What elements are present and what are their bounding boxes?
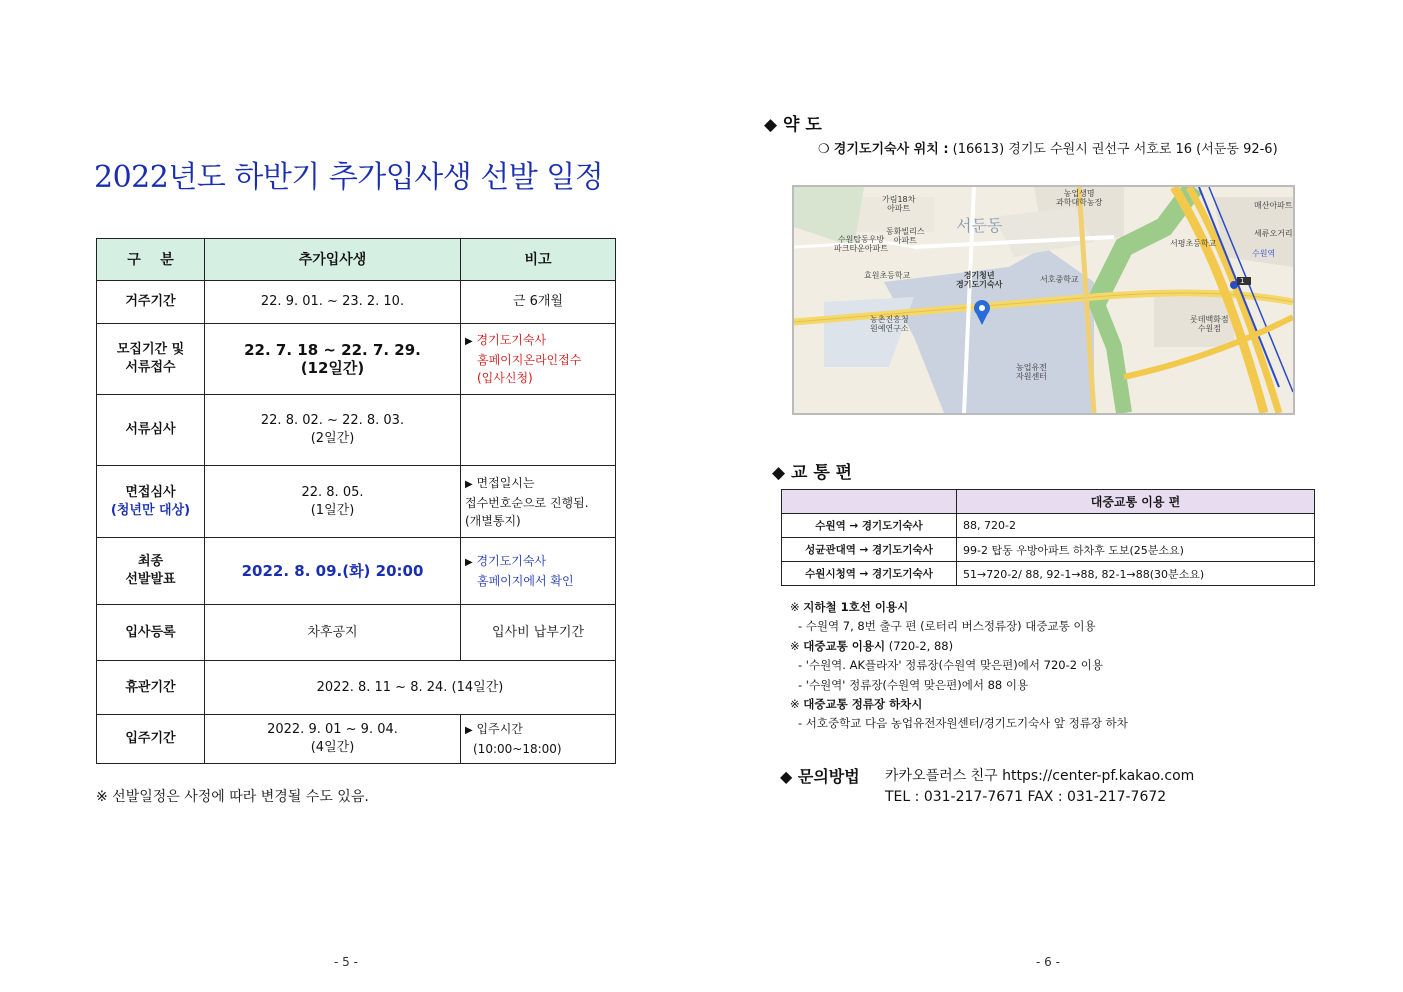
page-title: 2022년도 하반기 추가입사생 선발 일정	[94, 160, 604, 195]
map-label: 서둔동	[956, 216, 1003, 235]
row-value: 22. 8. 02. ~ 22. 8. 03. (2일간)	[205, 395, 461, 466]
map-label: 수원탑동우방 파크타운아파트	[834, 235, 889, 253]
location-line: ❍ 경기도기숙사 위치 : (16613) 경기도 수원시 권선구 서호로 16 (서둔동 92-6)	[818, 142, 1278, 157]
reference-mark-icon: ※	[790, 600, 800, 614]
circle-bullet-icon: ❍	[818, 142, 830, 157]
note-line: ※ 지하철 1호선 이용시	[790, 600, 909, 614]
schedule-table	[96, 238, 616, 764]
transport-section-title: ◆ 교 통 편	[772, 463, 853, 483]
map-section-title: ◆ 약 도	[764, 115, 822, 135]
note-line: - '수원역. AK플라자' 정류장(수원역 맞은편)에서 720-2 이용	[798, 658, 1103, 673]
reference-mark-icon: ※	[790, 638, 800, 653]
route-from: 수원시청역 → 경기도기숙사	[782, 562, 957, 586]
diamond-icon: ◆	[780, 767, 793, 786]
row-note: ▶ 경기도기숙사 홈페이지온라인접수 (입사신청)	[461, 324, 616, 395]
note-line: - '수원역' 정류장(수원역 맞은편)에서 88 이용	[798, 677, 1029, 692]
triangle-icon: ▶	[465, 725, 473, 736]
row-value: 2022. 8. 11 ~ 8. 24. (14일간)	[205, 661, 616, 715]
table-row	[97, 324, 616, 395]
table-row	[782, 538, 1315, 562]
reference-mark-icon: ※	[790, 697, 800, 712]
table-row	[782, 514, 1315, 538]
route-from: 수원역 → 경기도기숙사	[782, 514, 957, 538]
row-label: 입사등록	[97, 605, 205, 661]
map-label: 1	[1240, 277, 1245, 285]
map-label: 세류오거리	[1254, 229, 1293, 238]
note-line: ※ 대중교통 정류장 하차시	[790, 697, 923, 712]
contact-title: ◆ 문의방법	[780, 767, 860, 786]
row-note: ▶ 입주시간 (10:00~18:00)	[461, 715, 616, 764]
page-number-left: - 5 -	[334, 955, 358, 969]
route-detail: 88, 720-2	[957, 514, 1315, 538]
diamond-icon: ◆	[764, 115, 778, 135]
row-label: 모집기간 및 서류접수	[97, 324, 205, 395]
map-label: 경기청년 경기도기숙사	[956, 271, 1003, 289]
table-row	[782, 562, 1315, 586]
transport-header: 대중교통 이용 편	[957, 490, 1315, 514]
row-note: ▶ 경기도기숙사 홈페이지에서 확인	[461, 538, 616, 605]
row-label: 거주기간	[97, 281, 205, 324]
contact-kakao: 카카오플러스 친구 https://center-pf.kakao.com	[885, 768, 1195, 784]
map-label: 서평초등학교	[1170, 239, 1217, 248]
triangle-icon: ▶	[465, 557, 473, 568]
transport-header-row	[782, 490, 1315, 514]
transport-table	[781, 489, 1315, 586]
note-line: ※ 대중교통 이용시 (720-2, 88)	[790, 638, 954, 653]
map-label: 농업생명 과학대학농장	[1056, 189, 1103, 207]
page-number-right: - 6 -	[1036, 955, 1060, 969]
table-row	[97, 715, 616, 764]
row-value: 2022. 9. 01 ~ 9. 04. (4일간)	[205, 715, 461, 764]
table-row	[97, 395, 616, 466]
row-note: ▶ 면접일시는 접수번호순으로 진행됨. (개별통지)	[461, 466, 616, 538]
header-category: 구 분	[97, 239, 205, 281]
map-label: 롯데백화점 수원점	[1190, 315, 1229, 333]
route-from: 성균관대역 → 경기도기숙사	[782, 538, 957, 562]
row-value: 22. 9. 01. ~ 23. 2. 10.	[205, 281, 461, 324]
map-label: 농업유전 자원센터	[1016, 363, 1047, 381]
triangle-icon: ▶	[465, 336, 473, 347]
map-label: 동화빌리스 아파트	[886, 227, 925, 245]
map-label: 효원초등학교	[864, 271, 911, 280]
route-detail: 99-2 탑동 우방아파트 하차후 도보(25분소요)	[957, 538, 1315, 562]
map-label: 서호중학교	[1040, 275, 1079, 284]
row-value: 차후공지	[205, 605, 461, 661]
row-label: 입주기간	[97, 715, 205, 764]
map-label: 수원역	[1252, 249, 1276, 258]
table-row	[97, 538, 616, 605]
contact-phone: TEL : 031-217-7671 FAX : 031-217-7672	[885, 789, 1167, 805]
table-row	[97, 661, 616, 715]
header-applicants: 추가입사생	[205, 239, 461, 281]
map-label: 가림18차 아파트	[882, 195, 916, 213]
map-labels	[794, 187, 1293, 413]
table-row	[97, 605, 616, 661]
row-note: 입사비 납부기간	[461, 605, 616, 661]
location-map	[792, 185, 1295, 415]
row-note	[461, 395, 616, 466]
row-label: 최종 선발발표	[97, 538, 205, 605]
header-remarks: 비고	[461, 239, 616, 281]
table-row	[97, 466, 616, 538]
row-note: 근 6개월	[461, 281, 616, 324]
row-label: 서류심사	[97, 395, 205, 466]
row-value: 2022. 8. 09.(화) 20:00	[205, 538, 461, 605]
diamond-icon: ◆	[772, 463, 786, 483]
row-label: 휴관기간	[97, 661, 205, 715]
table-header-row	[97, 239, 616, 281]
transport-notes	[790, 598, 1128, 734]
contact-block	[780, 764, 1195, 805]
map-label: 농촌진흥청 원예연구소	[870, 315, 909, 333]
note-line: - 수원역 7, 8번 출구 편 (로터리 버스정류장) 대중교통 이용	[798, 619, 1096, 634]
row-value: 22. 8. 05. (1일간)	[205, 466, 461, 538]
row-value: 22. 7. 18 ~ 22. 7. 29. (12일간)	[205, 324, 461, 395]
route-detail: 51→720-2/ 88, 92-1→88, 82-1→88(30분소요)	[957, 562, 1315, 586]
table-row	[97, 281, 616, 324]
triangle-icon: ▶	[465, 478, 473, 490]
row-label: 면접심사 (청년만 대상)	[97, 466, 205, 538]
map-label: 매산아파트	[1254, 201, 1293, 210]
note-line: - 서호중학교 다음 농업유전자원센터/경기도기숙사 앞 정류장 하차	[798, 716, 1128, 731]
footnote: ※ 선발일정은 사정에 따라 변경될 수도 있음.	[96, 789, 369, 805]
